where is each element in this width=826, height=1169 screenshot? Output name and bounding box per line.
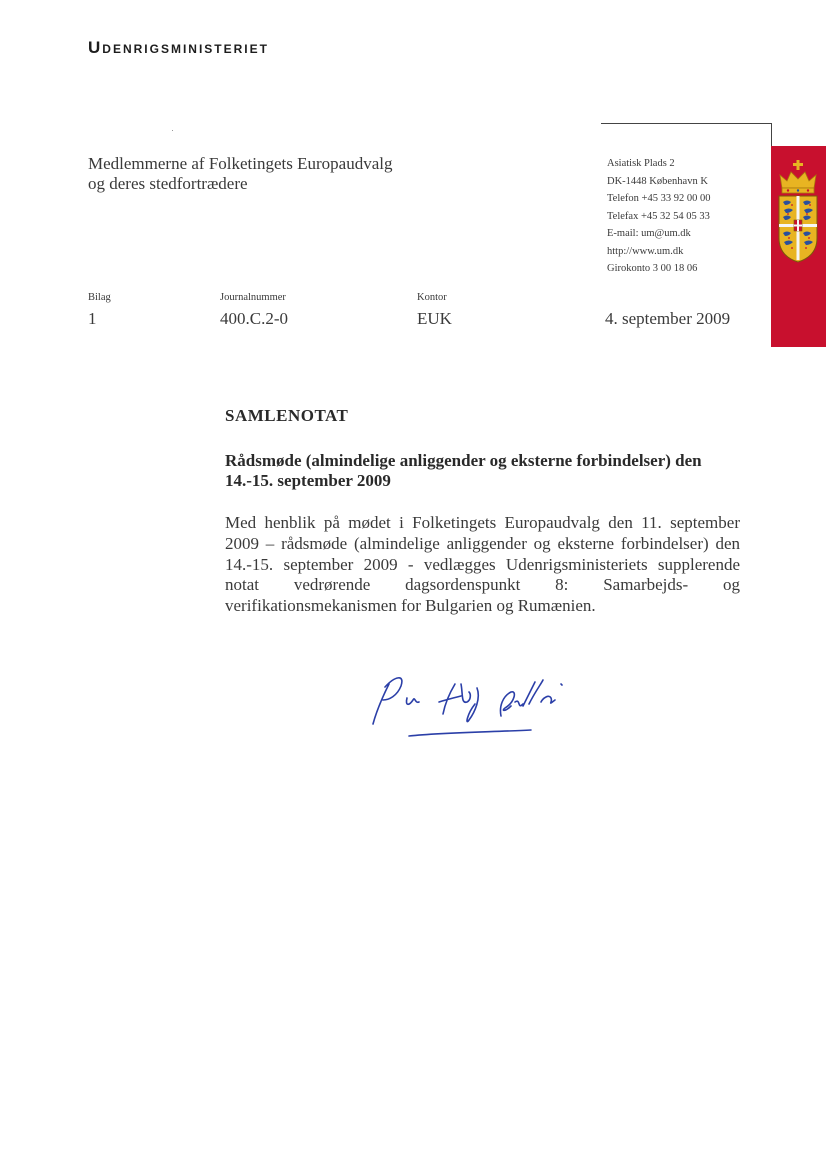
address-fax: Telefax +45 32 54 05 33 xyxy=(607,210,710,222)
journal-value: 400.C.2-0 xyxy=(220,309,288,328)
bilag-value: 1 xyxy=(88,309,97,328)
journal-label: Journalnummer xyxy=(220,292,286,303)
address-email[interactable]: E-mail: um@um.dk xyxy=(607,228,691,239)
coat-of-arms-icon xyxy=(776,158,820,268)
address-phone: Telefon +45 33 92 00 00 xyxy=(607,193,711,204)
address-web[interactable]: http://www.um.dk xyxy=(607,245,684,257)
kontor-label: Kontor xyxy=(417,292,447,303)
document-body: Med henblik på mødet i Folketingets Europaudvalg den 11. september 2009 – rådsmøde (almindelige anliggender og eksterne forbindelser) den 14.-15. september 2009 - vedlægges Udenrigsministeriets supplerende notat vedrørende dagsordenspunkt 8: Samarbejds- og verifikationsmekanismen for Bulgarien og Rumænien. xyxy=(225,513,740,616)
ministry-name: Udenrigsministeriet xyxy=(88,38,269,57)
document-type: SAMLENOTAT xyxy=(225,406,349,425)
address-city: DK-1448 København K xyxy=(607,175,708,187)
recipient-block xyxy=(88,154,393,194)
bilag-label: Bilag xyxy=(88,292,111,303)
kontor-value: EUK xyxy=(417,309,452,328)
recipient-line-2: og deres stedfortrædere xyxy=(88,174,248,193)
address-giro: Girokonto 3 00 18 06 xyxy=(607,263,698,274)
address-street: Asiatisk Plads 2 xyxy=(607,158,675,169)
scan-speck xyxy=(172,130,173,131)
recipient-line-1: Medlemmerne af Folketingets Europaudvalg xyxy=(88,154,393,173)
address-rule-horizontal xyxy=(601,123,772,124)
signature xyxy=(365,654,575,744)
address-block xyxy=(607,155,710,278)
document-date: 4. september 2009 xyxy=(605,309,731,328)
document-subject: Rådsmøde (almindelige anliggender og eksterne forbindelser) den 14.-15. september 2009 xyxy=(225,451,702,490)
